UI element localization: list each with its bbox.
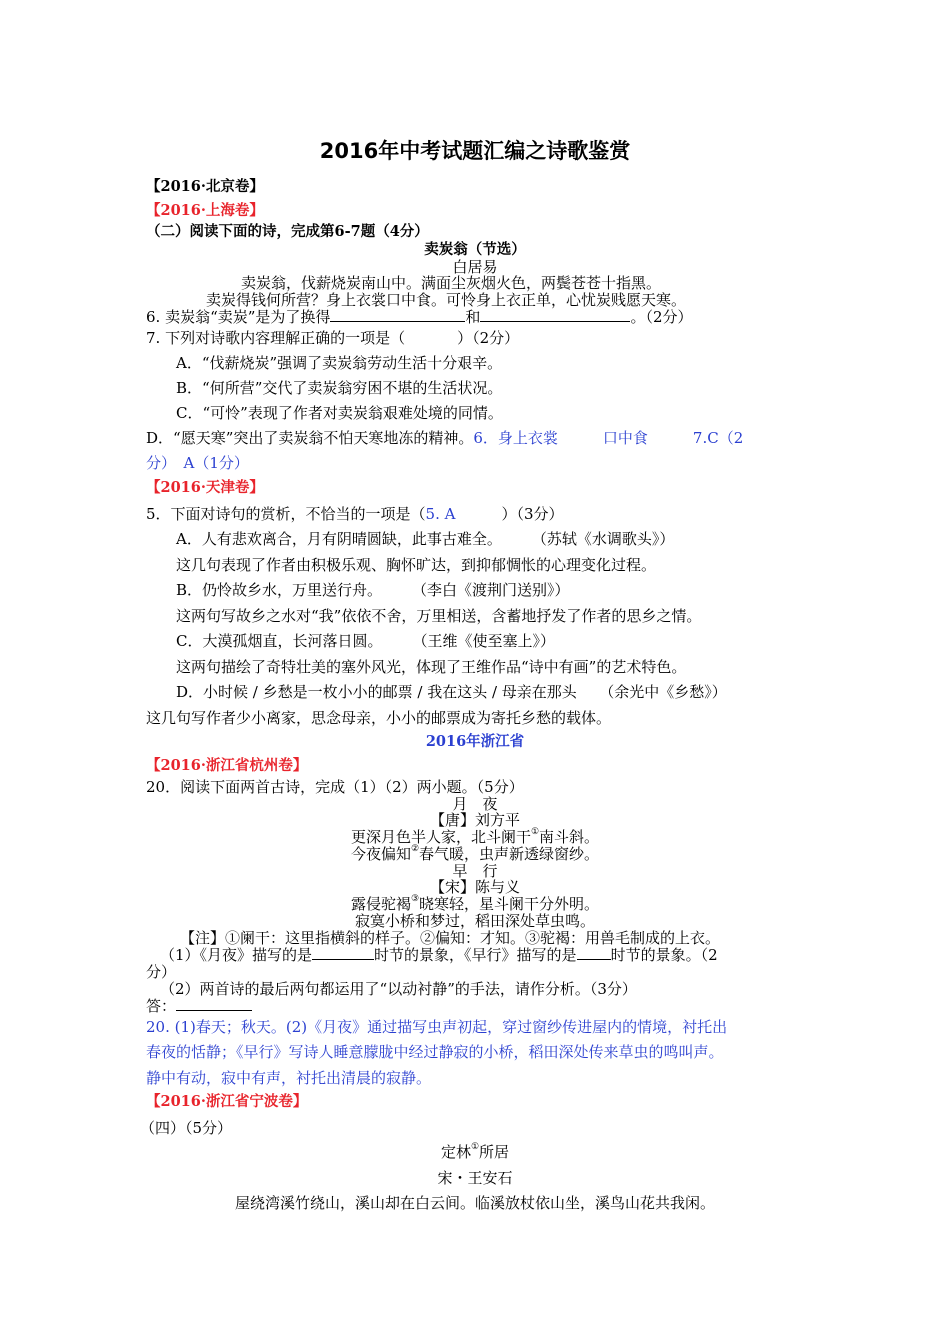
poem-author-baijuyi: 白居易 xyxy=(452,258,498,276)
poem-title-dinglin-b: 所居 xyxy=(479,1143,510,1161)
question-5 xyxy=(146,504,564,524)
question-7-tail: ）（2分） xyxy=(457,329,520,347)
tianjin-line-c: C．大漠孤烟直，长河落日圆。 （王维《使至塞上》） xyxy=(176,632,555,650)
poem-author-chenyuyi: 【宋】陈与义 xyxy=(429,878,520,896)
section-header-tianjin: 【2016·天津卷】 xyxy=(146,479,264,496)
answer-line xyxy=(146,996,252,1016)
poem-line-1: 卖炭翁，伐薪烧炭南山中。满面尘灰烟火色，两鬓苍苍十指黑。 xyxy=(241,274,662,292)
answer-20-line-3: 静中有动，寂中有声，衬托出清晨的寂静。 xyxy=(146,1069,432,1087)
tianjin-line-b: B．仍怜故乡水，万里送行舟。 （李白《渡荆门送别》） xyxy=(176,581,570,599)
poem-title-maitanweng: 卖炭翁（节选） xyxy=(424,241,526,258)
option-d: D．“愿天寒”突出了卖炭翁不怕天寒地冻的精神。 xyxy=(146,429,474,447)
question-20: 20．阅读下面两首古诗，完成（1）（2）两小题。（5分） xyxy=(146,778,524,796)
tianjin-line-d-note: 这几句写作者少小离家，思念母亲，小小的邮票成为寄托乡愁的载体。 xyxy=(146,709,612,727)
tianjin-line-c-note: 这两句描绘了奇特壮美的塞外风光，体现了王维作品“诗中有画”的艺术特色。 xyxy=(176,658,687,676)
yueye-line-2-a: 今夜偏知 xyxy=(350,845,411,863)
option-a: A．“伐薪烧炭”强调了卖炭翁劳动生活十分艰辛。 xyxy=(176,354,503,372)
option-c: C．“可怜”表现了作者对卖炭翁艰难处境的同情。 xyxy=(176,404,503,422)
tianjin-line-d: D．小时候 / 乡愁是一枚小小的邮票 / 我在这头 / 母亲在那头 （余光中《乡愁》） xyxy=(176,683,727,701)
answer-blank-2[interactable] xyxy=(480,307,630,322)
sub-question-1-b: 时节的景象，《早行》描写的是 xyxy=(374,946,577,964)
sub-question-2: （2）两首诗的最后两句都运用了“以动衬静”的手法，请作分析。（3分） xyxy=(160,980,637,998)
poem-notes: 【注】①阑干：这里指横斜的样子。②偏知：才知。③驼褐：用兽毛制成的上衣。 xyxy=(180,929,721,947)
answer-20-line-2: 春夜的恬静；《早行》写诗人睡意朦胧中经过静寂的小桥，稻田深处传来草虫的鸣叫声。 xyxy=(146,1043,724,1061)
question-6-and: 和 xyxy=(465,308,481,326)
option-b: B．“何所营”交代了卖炭翁穷困不堪的生活状况。 xyxy=(176,379,503,397)
section-header-ningbo: 【2016·浙江省宁波卷】 xyxy=(146,1093,308,1110)
sub-question-1-cont: 分） xyxy=(146,963,177,981)
page-title: 2016年中考试题汇编之诗歌鉴赏 xyxy=(319,139,631,163)
question-5-text: 5．下面对诗句的赏析，不恰当的一项是（ xyxy=(146,505,426,523)
shanghai-intro: （二）阅读下面的诗，完成第6-7题（4分） xyxy=(146,223,429,240)
yueye-line-1-a: 更深月色半人家，北斗阑干 xyxy=(350,828,531,846)
answer-blank-4[interactable] xyxy=(577,945,611,960)
poem-title-dinglin-a: 定林 xyxy=(440,1143,471,1161)
yueye-line-2-b: 春气暖，虫声新透绿窗纱。 xyxy=(419,845,600,863)
zaoxing-line-1-b: 晓寒轻，星斗阑干分外明。 xyxy=(419,895,600,913)
dinglin-poem-line: 屋绕湾溪竹绕山，溪山却在白云间。临溪放杖依山坐，溪鸟山花共我闲。 xyxy=(234,1194,715,1212)
question-5-tail: ）（3分） xyxy=(501,505,564,523)
footnote-marker-2: ② xyxy=(410,844,420,854)
question-7 xyxy=(146,328,519,348)
zhejiang-heading: 2016年浙江省 xyxy=(425,733,525,750)
question-7-text: 7. 下列对诗歌内容理解正确的一项是（ xyxy=(146,329,406,347)
footnote-marker-1: ① xyxy=(530,827,540,837)
option-d-line xyxy=(146,428,743,448)
answer-blank-3[interactable] xyxy=(312,945,374,960)
sub-question-1-a: （1）《月夜》描写的是 xyxy=(160,946,313,964)
tianjin-line-b-note: 这两句写故乡之水对“我”依依不舍，万里相送，含蓄地抒发了作者的思乡之情。 xyxy=(176,607,702,625)
question-6 xyxy=(146,307,692,327)
answer-blank-1[interactable] xyxy=(330,307,465,322)
section-header-shanghai: 【2016·上海卷】 xyxy=(146,202,264,219)
answer-6-7-cont: 分） A（1分） xyxy=(146,454,249,472)
question-6-text: 6. 卖炭翁“卖炭”是为了换得 xyxy=(146,308,331,326)
section-header-hangzhou: 【2016·浙江省杭州卷】 xyxy=(146,757,308,774)
ningbo-part: （四）（5分） xyxy=(140,1119,233,1137)
poem-title-yueye: 月 夜 xyxy=(452,795,498,813)
poem-author-wanganshi: 宋・王安石 xyxy=(437,1169,513,1187)
question-6-tail: 。（2分） xyxy=(630,308,693,326)
poem-author-liufangping: 【唐】刘方平 xyxy=(429,811,520,829)
poem-title-dinglin xyxy=(0,1142,950,1162)
answer-20-line-1: 20. (1)春天；秋天。(2)《月夜》通过描写虫声初起，穿过窗纱传进屋内的情境，衬托出 xyxy=(146,1018,728,1036)
answer-label: 答： xyxy=(146,997,177,1015)
answer-5: 5. A xyxy=(425,505,456,523)
footnote-marker-3: ③ xyxy=(410,894,420,904)
answer-6-7: 6．身上衣裳 口中食 7.C（2 xyxy=(473,429,744,447)
sub-question-1-c: 时节的景象。（2 xyxy=(610,946,718,964)
tianjin-line-a-note: 这几句表现了作者由积极乐观、胸怀旷达，到抑郁惆怅的心理变化过程。 xyxy=(176,556,657,574)
zaoxing-line-2: 寂寞小桥和梦过，稻田深处草虫鸣。 xyxy=(354,912,595,930)
answer-blank-5[interactable] xyxy=(176,996,252,1011)
tianjin-line-a: A．人有悲欢离合，月有阴晴圆缺，此事古难全。 （苏轼《水调歌头》） xyxy=(176,530,675,548)
yueye-line-1-b: 南斗斜。 xyxy=(539,828,600,846)
poem-title-zaoxing: 早 行 xyxy=(452,862,498,880)
section-header-beijing: 【2016·北京卷】 xyxy=(146,178,264,195)
sub-question-1 xyxy=(160,945,718,965)
footnote-marker-ningbo: ① xyxy=(470,1142,480,1152)
poem-line-2: 卖炭得钱何所营？身上衣裳口中食。可怜身上衣正单，心忧炭贱愿天寒。 xyxy=(206,291,687,309)
zaoxing-line-1-a: 露侵驼褐 xyxy=(350,895,411,913)
